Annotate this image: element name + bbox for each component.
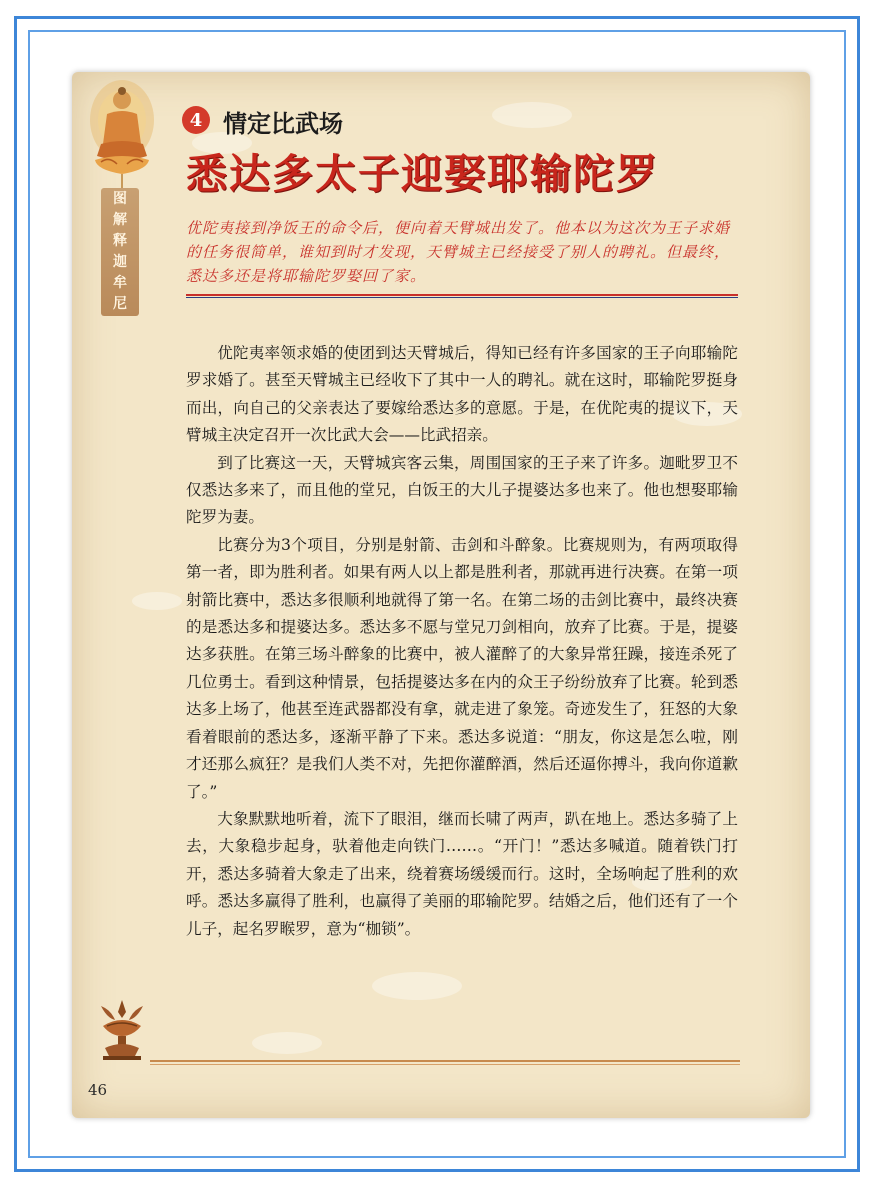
section-title: 情定比武场 (223, 110, 343, 138)
paragraph: 大象默默地听着，流下了眼泪，继而长啸了两声，趴在地上。悉达多骑了上去，大象稳步起身，驮着他走向铁门……。“开门！”悉达多喊道。随着铁门打开，悉达多骑着大象走了出来，绕着赛场缓缓而行。这时，全场响起了胜利的欢呼。悉达多赢得了胜利，也赢得了美丽的耶输陀罗。结婚之后，他们还有了一个儿子，起名罗睺罗，意为“枷锁”。 (186, 809, 738, 938)
footer-rule-secondary (150, 1064, 740, 1065)
side-tab-char: 迦 (113, 254, 127, 270)
footer-rule (150, 1060, 740, 1062)
lotus-ornament-icon (93, 996, 151, 1062)
section-number-badge: 4 (182, 106, 210, 134)
side-tab-char: 尼 (113, 296, 127, 312)
page-number: 46 (88, 1081, 108, 1099)
title-divider (186, 294, 738, 296)
body-text (186, 340, 738, 943)
side-tab-char: 解 (113, 212, 127, 228)
chapter-title: 悉达多太子迎娶耶输陀罗 (186, 150, 659, 198)
side-tab-char: 图 (113, 191, 127, 207)
side-tab-series-title (101, 188, 139, 316)
side-tab-char: 释 (113, 233, 127, 249)
side-tab-char: 牟 (113, 275, 127, 291)
intro-text: 优陀夷接到净饭王的命令后，便向着天臂城出发了。他本以为这次为王子求婚的任务很简单，谁知到时才发现，天臂城主已经接受了别人的聘礼。但最终，悉达多还是将耶输陀罗娶回了家。 (186, 219, 731, 285)
paragraph: 到了比赛这一天，天臂城宾客云集，周围国家的王子来了许多。迦毗罗卫不仅悉达多来了，而且他的堂兄，白饭王的大儿子提婆达多也来了。他也想娶耶输陀罗为妻。 (186, 453, 738, 527)
paragraph: 比赛分为3个项目，分别是射箭、击剑和斗醉象。比赛规则为，有两项取得第一者，即为胜利者。如果有两人以上都是胜利者，那就再进行决赛。在第一项射箭比赛中，悉达多很顺利地就得了第一名。在第二场的击剑比赛中，最终决赛的是悉达多和提婆达多。悉达多不愿与堂兄刀剑相向，放弃了比赛。于是，提婆达多获胜。在第三场斗醉象的比赛中，被人灌醉了的大象异常狂躁，接连杀死了几位勇士。看到这种情景，包括提婆达多在内的众王子纷纷放弃了比赛。轮到悉达多上场了，他甚至连武器都没有拿，就走进了象笼。奇迹发生了，狂怒的大象看着眼前的悉达多，逐渐平静了下来。悉达多说道：“朋友，你这是怎么啦，刚才还那么疯狂？是我们人类不对，先把你灌醉酒，然后还逼你搏斗，我向你道歉了。” (186, 535, 738, 801)
buddha-icon (87, 78, 157, 188)
title-divider-secondary (186, 297, 738, 298)
paragraph: 优陀夷率领求婚的使团到达天臂城后，得知已经有许多国家的王子向耶输陀罗求婚了。甚至天臂城主已经收下了其中一人的聘礼。就在这时，耶输陀罗挺身而出，向自己的父亲表达了要嫁给悉达多的意愿。于是，在优陀夷的提议下，天臂城主决定召开一次比武大会——比武招亲。 (186, 344, 738, 445)
intro-summary (186, 216, 738, 288)
